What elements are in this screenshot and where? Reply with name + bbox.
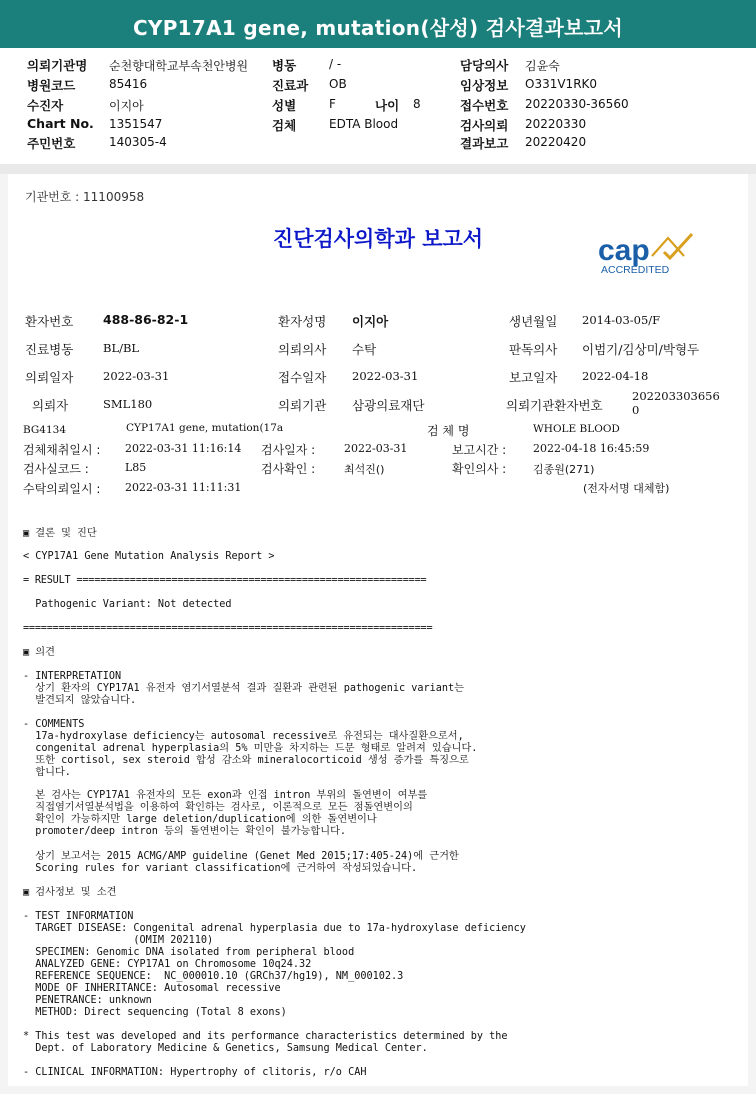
resident-value: 140305-4 — [109, 135, 167, 149]
ward-value: / - — [329, 57, 342, 71]
org-number: 기관번호 : 11100958 — [25, 190, 145, 204]
chart-label: Chart No. — [27, 116, 94, 131]
test-name: CYP17A1 gene, mutation(17a — [126, 422, 284, 434]
req-label: 의뢰자 — [32, 398, 69, 413]
ward-label: 병동 — [272, 58, 297, 73]
testinfo-text: - TEST INFORMATION TARGET DISEASE: Congenital adrenal hyperplasia due to 17a-hydroxylase deficiency (OMIM 202110) SPECIMEN: Genomic DNA isolated from peripheral blood ANALYZED GENE: CYP17A1 on Chromosome 10q24.32 REFERENCE SEQUENCE: NC_000010.10 (GRCh37/hg19), NM_000102.3 MODE OF INHERITANCE: Autosomal recessive PENETRANCE: unknown METHOD: Direct sequencing (Total 8 exons) — [23, 911, 526, 1018]
result-line: = RESULT =========================================================== — [23, 575, 427, 586]
chart-value: 1351547 — [109, 117, 163, 131]
dept-label: 진료과 — [272, 78, 309, 93]
testdate-value: 2022-03-31 — [344, 442, 408, 455]
doctor-label: 담당의사 — [460, 58, 509, 73]
header-panel — [0, 48, 756, 164]
guideline-text: 상기 보고서는 2015 ACMG/AMP guideline (Genet Med 2015;17:405-24)에 근거한 Scoring rules for variant classification에 근거하여 작성되었습니다. — [35, 851, 459, 874]
specimen-value: EDTA Blood — [329, 117, 399, 131]
resident-label: 주민번호 — [27, 136, 76, 151]
opinion-heading: ▣ 의견 — [23, 647, 55, 658]
result-date-label: 결과보고 — [460, 136, 509, 151]
test-code: BG4134 — [23, 424, 67, 436]
spec-label: 검 체 명 — [427, 424, 470, 438]
header-separator — [0, 164, 756, 174]
note-text: * This test was developed and its performance characteristics determined by the Dept. of Laboratory Medicine & Genetics, Samsung Medical Center. — [23, 1031, 508, 1054]
esign-note: (전자서명 대체함) — [583, 482, 670, 495]
dob-label: 생년월일 — [509, 314, 558, 329]
testdate-label: 검사일자 : — [261, 443, 316, 457]
order-label: 수탁의뢰일시 : — [23, 482, 101, 496]
sex-label: 성별 — [272, 98, 297, 113]
hospital-value: 순천향대학교부속천안병원 — [109, 59, 249, 73]
sex-value: F — [329, 97, 336, 111]
clinical-info: - CLINICAL INFORMATION: Hypertrophy of clitoris, r/o CAH — [23, 1067, 367, 1078]
request-value: 20220330 — [525, 117, 587, 131]
code-label: 병원코드 — [27, 78, 76, 93]
ward2-value: BL/BL — [103, 341, 140, 355]
clinical-value: O331V1RK0 — [525, 77, 598, 91]
inst-label: 의뢰기관 — [278, 398, 327, 413]
testinfo-heading: ▣ 검사정보 및 소견 — [23, 887, 117, 898]
room-value: L85 — [125, 461, 147, 474]
cdoc-value: 김종원(271) — [533, 463, 595, 476]
cdoc-label: 확인의사 : — [452, 462, 507, 476]
document-title: CYP17A1 gene, mutation(삼성) 검사결과보고서 — [132, 16, 624, 40]
dob-value: 2014-03-05/F — [582, 313, 661, 327]
reader-value: 이범기/김상미/박형두 — [582, 342, 700, 357]
age-value: 8 — [413, 97, 421, 111]
reptime-value: 2022-04-18 16:45:59 — [533, 442, 650, 455]
acc-label: 접수일자 — [278, 370, 327, 385]
patient-value: 이지아 — [109, 99, 144, 113]
report-title: 진단검사의학과 보고서 — [272, 227, 484, 251]
age-label: 나이 — [375, 98, 400, 113]
rep-label: 보고일자 — [509, 370, 558, 385]
comments-text: - COMMENTS 17a-hydroxylase deficiency는 autosomal recessive로 유전되는 대사질환으로서, congenital adrenal hyperplasia의 5% 미만을 차지하는 드문 형태로 알려져 있습니다. 또한 cortisol, sex steroid 합성 감소와 mineralocorticoid 생성 증가를 특징으로 합니다. — [23, 719, 478, 778]
report-name: < CYP17A1 Gene Mutation Analysis Report > — [23, 551, 275, 562]
collect-label: 검체채취일시 : — [23, 443, 101, 457]
pid-value: 488-86-82-1 — [103, 312, 189, 327]
confirm-label: 검사확인 : — [261, 462, 316, 476]
title-bar — [0, 0, 756, 48]
pid-label: 환자번호 — [25, 314, 74, 329]
inst-value: 삼광의료재단 — [352, 398, 425, 413]
patient-label: 수진자 — [27, 98, 64, 113]
order-value: 2022-03-31 11:11:31 — [125, 481, 242, 494]
room-label: 검사실코드 : — [23, 462, 89, 476]
clinical-label: 임상정보 — [460, 78, 509, 93]
receipt-label: 접수번호 — [460, 98, 509, 113]
request-label: 검사의뢰 — [460, 118, 509, 133]
conclusion-heading: ▣ 결론 및 진단 — [23, 528, 97, 539]
reptime-label: 보고시간 : — [452, 443, 507, 457]
instno-value-2: 0 — [632, 403, 640, 417]
cap-accredited-logo — [592, 230, 702, 278]
rdoc-label: 의뢰의사 — [278, 342, 327, 357]
reader-label: 판독의사 — [509, 342, 558, 357]
req-value: SML180 — [103, 397, 153, 411]
cap-text: cap — [598, 234, 650, 267]
spec-value: WHOLE BLOOD — [533, 423, 620, 435]
acc-value: 2022-03-31 — [352, 369, 419, 383]
receipt-value: 20220330-36560 — [525, 97, 629, 111]
doctor-value: 김윤숙 — [525, 59, 560, 73]
double-line: ===================================================================== — [23, 623, 433, 634]
collect-value: 2022-03-31 11:16:14 — [125, 442, 242, 455]
result-value: Pathogenic Variant: Not detected — [23, 599, 232, 610]
rdate-value: 2022-03-31 — [103, 369, 170, 383]
pname-value: 이지아 — [352, 314, 389, 329]
instno-value-1: 202203303656 — [632, 389, 720, 403]
instno-label: 의뢰기관환자번호 — [506, 398, 603, 413]
pname-label: 환자성명 — [278, 314, 327, 329]
confirm-value: 최석진() — [344, 463, 385, 476]
hospital-label: 의뢰기관명 — [27, 58, 88, 73]
code-value: 85416 — [109, 77, 148, 91]
result-date-value: 20220420 — [525, 135, 587, 149]
rdate-label: 의뢰일자 — [25, 370, 74, 385]
interpretation-text: - INTERPRETATION 상기 환자의 CYP17A1 유전자 염기서열분석 결과 질환과 관련된 pathogenic variant는 발견되지 않았습니다. — [23, 671, 465, 706]
dept-value: OB — [329, 77, 347, 91]
ward2-label: 진료병동 — [25, 342, 74, 357]
method-text: 본 검사는 CYP17A1 유전자의 모든 exon과 인접 intron 부위의 돌연변이 여부를 직접염기서열분석법을 이용하여 확인하는 검사로, 이론적으로 모든 점돌연변이의 확인이 가능하지만 large deletion/duplication에 의한 돌연변이나 promoter/deep intron 등의 돌연변이는 확인이 불가능합니다. — [35, 790, 428, 837]
rdoc-value: 수탁 — [352, 342, 377, 357]
rep-value: 2022-04-18 — [582, 369, 649, 383]
cap-sub: ACCREDITED — [601, 264, 670, 276]
specimen-label: 검체 — [272, 118, 297, 133]
